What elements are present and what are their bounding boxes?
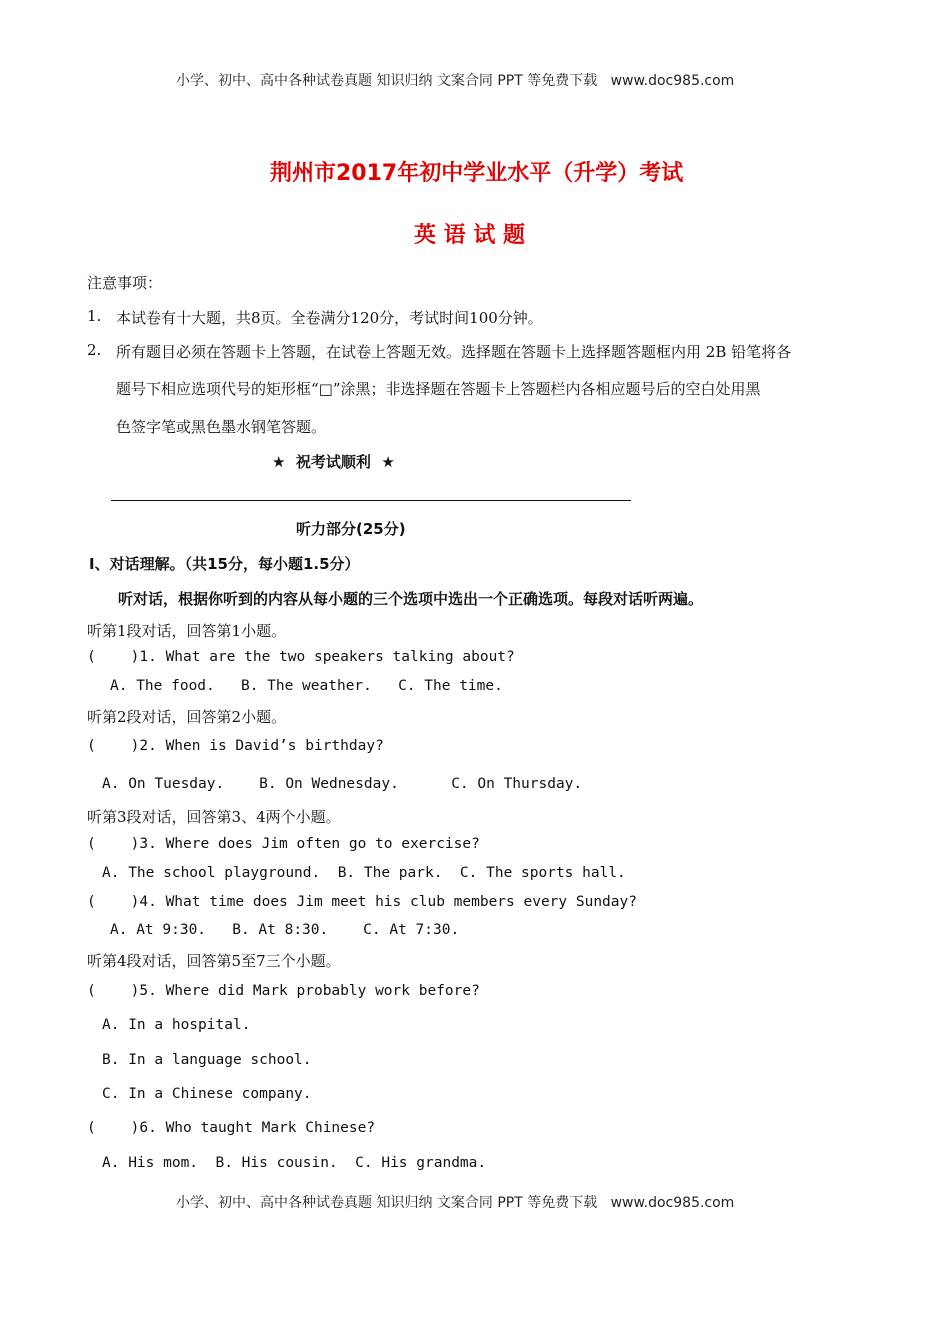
dialogue-2-prompt: 听第2段对话，回答第2小题。 — [87, 708, 287, 726]
question-2: ( )2. When is David’s birthday? — [87, 738, 384, 754]
section-1-title: Ⅰ、对话理解。（共15分，每小题1.5分） — [89, 555, 360, 573]
listening-part-title: 听力部分(25分) — [296, 520, 406, 538]
question-5-option-a: A. In a hospital. — [102, 1017, 251, 1033]
question-1-options: A. The food. B. The weather. C. The time. — [110, 678, 503, 694]
note-2-number: 2. — [87, 341, 102, 359]
divider-line — [111, 500, 631, 501]
dialogue-4-prompt: 听第4段对话，回答第5至7三个小题。 — [87, 952, 341, 970]
dialogue-1-prompt: 听第1段对话，回答第1小题。 — [87, 622, 287, 640]
question-3: ( )3. Where does Jim often go to exercise? — [87, 836, 480, 852]
note-2-line-1: 所有题目必须在答题卡上答题，在试卷上答题无效。选择题在答题卡上选择题答题框内用 2B 铅笔将各 — [116, 343, 792, 361]
page-header: 小学、初中、高中各种试卷真题 知识归纳 文案合同 PPT 等免费下载 www.doc985.com — [176, 73, 735, 89]
question-5-option-b: B. In a language school. — [102, 1052, 312, 1068]
question-5-option-c: C. In a Chinese company. — [102, 1086, 312, 1102]
note-2-line-2: 题号下相应选项代号的矩形框“□”涂黑；非选择题在答题卡上答题栏内各相应题号后的空白处用黑 — [116, 380, 761, 398]
question-3-options: A. The school playground. B. The park. C. The sports hall. — [102, 865, 626, 881]
question-6: ( )6. Who taught Mark Chinese? — [87, 1120, 376, 1136]
question-5: ( )5. Where did Mark probably work before? — [87, 983, 480, 999]
exam-title: 荆州市2017年初中学业水平（升学）考试 — [270, 161, 684, 186]
question-1: ( )1. What are the two speakers talking about? — [87, 649, 515, 665]
exam-subject: 英 语 试 题 — [414, 223, 525, 248]
dialogue-3-prompt: 听第3段对话，回答第3、4两个小题。 — [87, 808, 341, 826]
note-1-text: 本试卷有十大题，共8页。全卷满分120分，考试时间100分钟。 — [116, 309, 543, 327]
page-footer: 小学、初中、高中各种试卷真题 知识归纳 文案合同 PPT 等免费下载 www.doc985.com — [176, 1195, 735, 1211]
good-luck-wish: ★ 祝考试顺利 ★ — [272, 453, 395, 471]
question-4-options: A. At 9:30. B. At 8:30. C. At 7:30. — [110, 922, 460, 938]
question-6-options: A. His mom. B. His cousin. C. His grandma. — [102, 1155, 487, 1171]
notes-heading: 注意事项： — [87, 274, 163, 292]
question-4: ( )4. What time does Jim meet his club members every Sunday? — [87, 894, 637, 910]
section-1-instruction: 听对话，根据你听到的内容从每小题的三个选项中选出一个正确选项。每段对话听两遍。 — [118, 590, 704, 608]
note-1-number: 1. — [87, 307, 102, 325]
note-2-line-3: 色签字笔或黑色墨水钢笔答题。 — [116, 418, 327, 436]
question-2-options: A. On Tuesday. B. On Wednesday. C. On Thursday. — [102, 776, 583, 792]
